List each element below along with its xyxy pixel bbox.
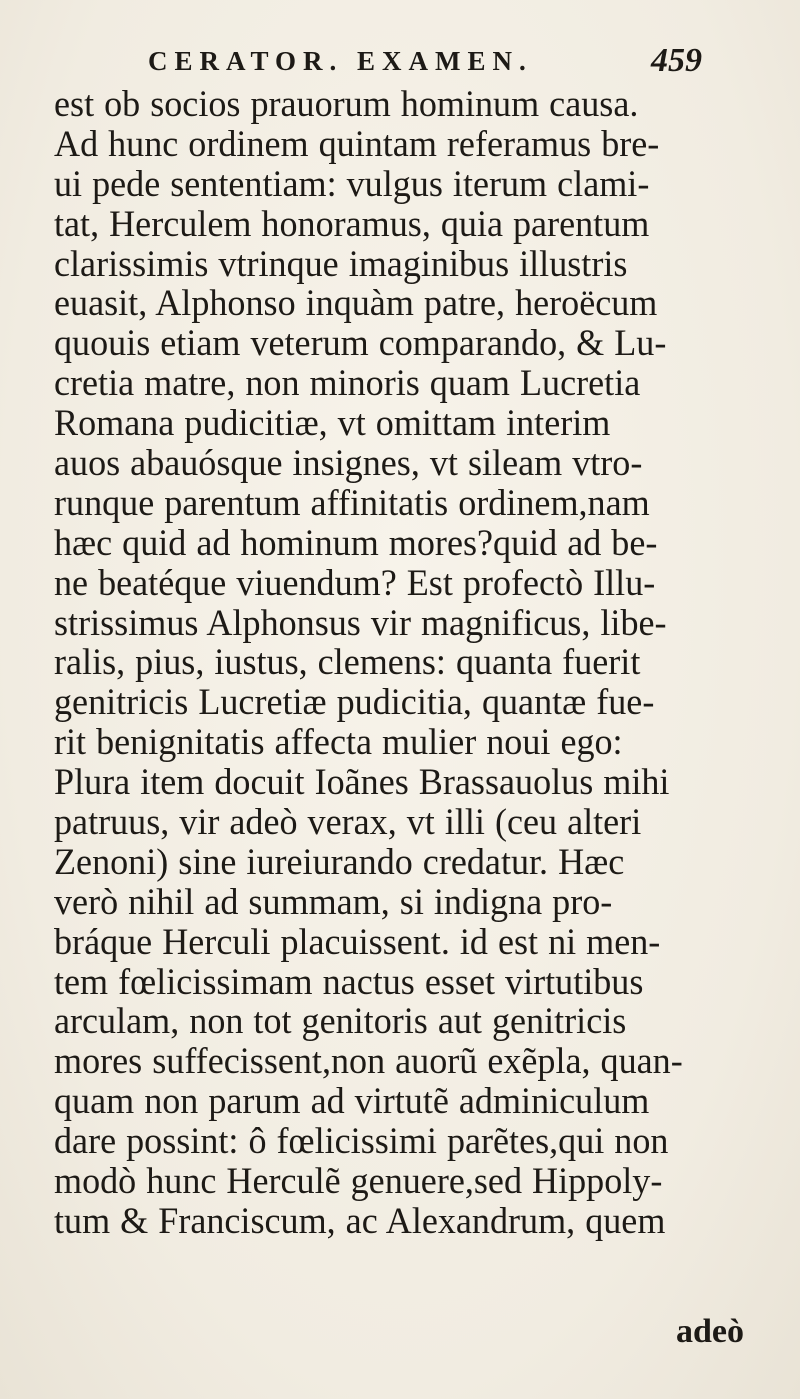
text-line: bráque Herculi placuissent. id est ni men- bbox=[54, 920, 661, 962]
text-line: strissimus Alphonsus vir magnificus, libe- bbox=[54, 601, 667, 643]
text-line: Plura item docuit Ioãnes Brassauolus mihi bbox=[54, 761, 670, 803]
body-text bbox=[54, 84, 774, 1241]
text-line: auos abauósque insignes, vt sileam vtro- bbox=[54, 442, 643, 484]
text-line: cretia matre, non minoris quam Lucretia bbox=[54, 362, 641, 404]
text-line: Ad hunc ordinem quintam referamus bre- bbox=[54, 122, 660, 164]
text-line: quouis etiam veterum comparando, & Lu- bbox=[54, 322, 667, 364]
text-line: hæc quid ad hominum mores?quid ad be- bbox=[54, 521, 658, 563]
catchword: adeò bbox=[676, 1313, 744, 1350]
text-line: patruus, vir adeò verax, vt illi (ceu alteri bbox=[54, 801, 642, 843]
running-title: CERATOR. EXAMEN. bbox=[148, 46, 533, 76]
text-line: ralis, pius, iustus, clemens: quanta fuerit bbox=[54, 641, 641, 683]
text-line: arculam, non tot genitoris aut genitricis bbox=[54, 1000, 627, 1042]
text-line: verò nihil ad summam, si indigna pro- bbox=[54, 880, 613, 922]
text-line: tum & Franciscum, ac Alexandrum, quem bbox=[54, 1199, 666, 1241]
text-line: ui pede sententiam: vulgus iterum clami- bbox=[54, 162, 650, 204]
text-line: quam non parum ad virtutẽ adminiculum bbox=[54, 1080, 650, 1122]
text-line: tem fœlicissimam nactus esset virtutibus bbox=[54, 960, 644, 1002]
text-line: tat, Herculem honoramus, quia parentum bbox=[54, 202, 650, 244]
text-line: rit benignitatis affecta mulier noui ego: bbox=[54, 721, 623, 763]
text-line: genitricis Lucretiæ pudicitia, quantæ fue- bbox=[54, 681, 655, 723]
text-line: euasit, Alphonso inquàm patre, heroëcum bbox=[54, 282, 658, 324]
text-line: Zenoni) sine iureiurando credatur. Hæc bbox=[54, 840, 625, 882]
text-line: mores suffecissent,non auorũ exẽpla, quan- bbox=[54, 1040, 683, 1082]
text-line: modò hunc Herculẽ genuere,sed Hippoly- bbox=[54, 1160, 663, 1202]
text-line: runque parentum affinitatis ordinem,nam bbox=[54, 481, 650, 523]
text-line: clarissimis vtrinque imaginibus illustris bbox=[54, 242, 628, 284]
text-line: est ob socios prauorum hominum causa. bbox=[54, 83, 639, 124]
text-line: Romana pudicitiæ, vt omittam interim bbox=[54, 402, 611, 444]
page-number: 459 bbox=[651, 42, 702, 79]
text-line: ne beatéque viuendum? Est profectò Illu- bbox=[54, 561, 656, 603]
text-line: dare possint: ô fœlicissimi parẽtes,qui non bbox=[54, 1120, 669, 1162]
